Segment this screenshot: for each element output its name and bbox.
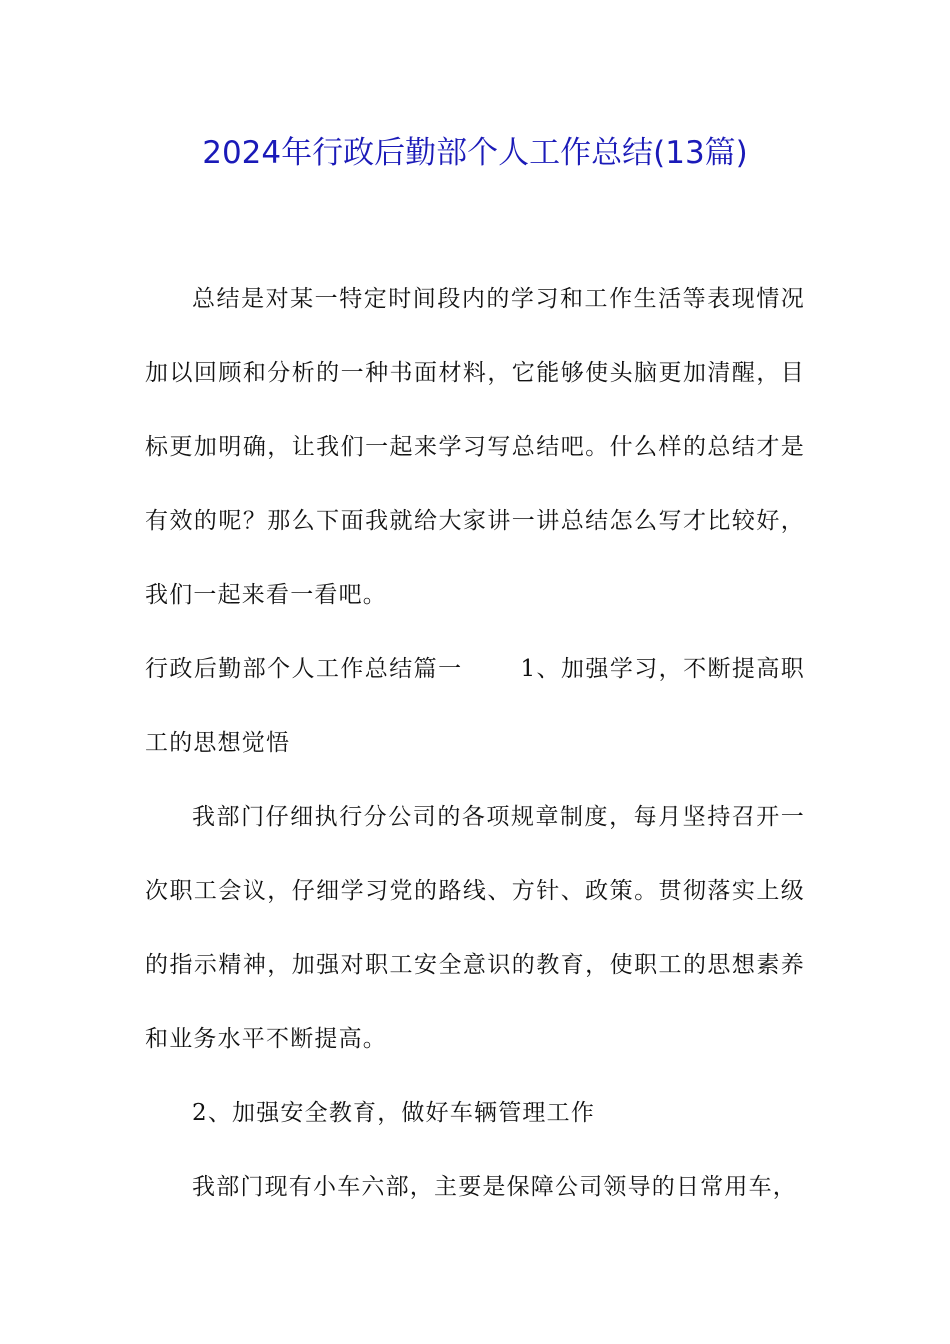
section-heading-line	[145, 632, 805, 780]
section-heading: 行政后勤部个人工作总结篇一	[145, 656, 463, 682]
item1-heading: 1、加强学习，不断提高职工的思想觉悟	[145, 656, 805, 756]
intro-paragraph: 总结是对某一特定时间段内的学习和工作生活等表现情况加以回顾和分析的一种书面材料，它能够使头脑更加清醒，目标更加明确，让我们一起来学习写总结吧。什么样的总结才是有效的呢？那么下面我就给大家讲一讲总结怎么写才比较好，我们一起来看一看吧。	[145, 286, 805, 608]
item2-body-paragraph: 我部门现有小车六部，主要是保障公司领导的日常用车，	[192, 1174, 797, 1200]
item2-heading: 2、加强安全教育，做好车辆管理工作	[192, 1100, 596, 1126]
document-title: 2024年行政后勤部个人工作总结(13篇)	[202, 135, 748, 171]
item1-body-paragraph: 我部门仔细执行分公司的各项规章制度，每月坚持召开一次职工会议，仔细学习党的路线、方针、政策。贯彻落实上级的指示精神，加强对职工安全意识的教育，使职工的思想素养和业务水平不断提高。	[145, 804, 805, 1052]
document-body	[145, 262, 805, 1224]
